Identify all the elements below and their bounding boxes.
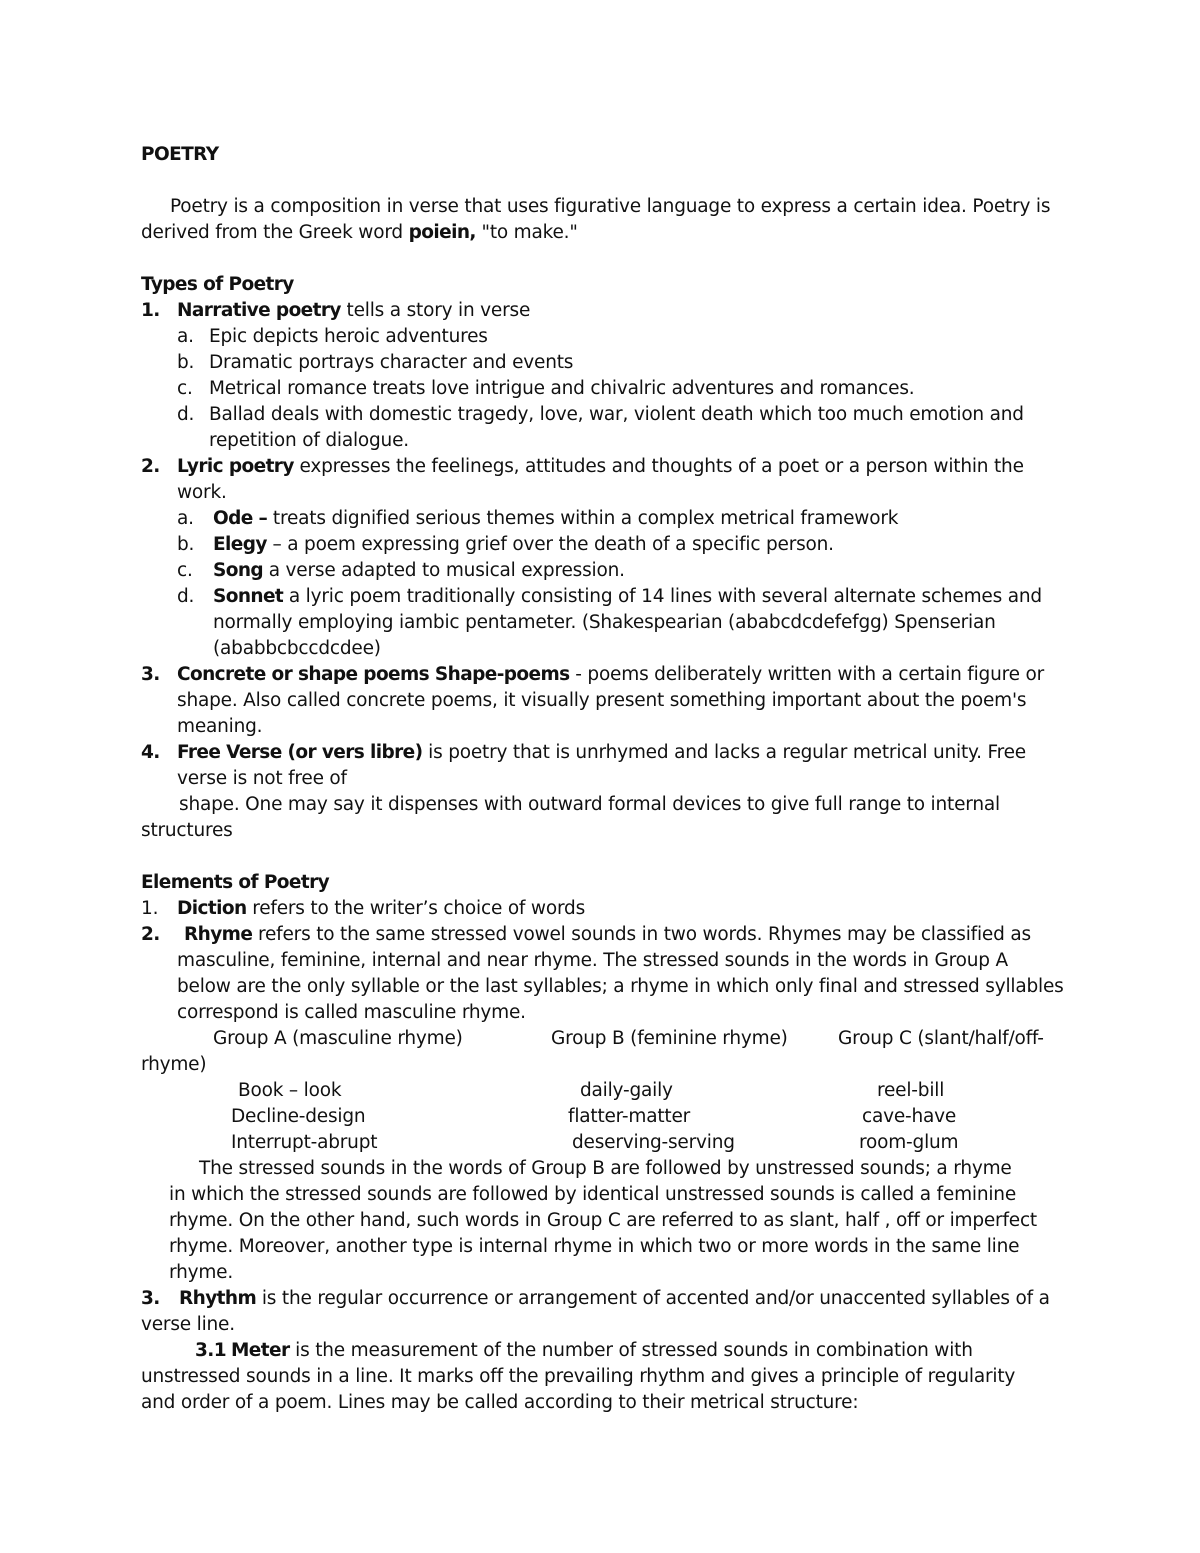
- page-title: POETRY: [141, 144, 219, 165]
- group-c-header-wrap: rhyme): [141, 1054, 207, 1075]
- group-c-header: Group C (slant/half/off-: [838, 1028, 1044, 1049]
- term-poiein: poiein,: [408, 222, 476, 243]
- group-b-cell: flatter-matter: [568, 1106, 691, 1127]
- rhyme-paragraph-4: rhyme. Moreover, another type is internal rhyme in which two or more words in the same line: [169, 1236, 1020, 1257]
- rhyme-paragraph-2: in which the stressed sounds are followed by identical unstressed sounds is called a feminine: [169, 1184, 1017, 1205]
- meter-cont-1: unstressed sounds in a line. It marks off the prevailing rhythm and gives a principle of regularity: [141, 1366, 1016, 1387]
- list-item-lyric-cont: work.: [177, 482, 227, 503]
- group-a-cell: Decline-design: [231, 1106, 366, 1127]
- rhyme-cont-2: below are the only syllable or the last syllables; a rhyme in which only final and stressed syllables: [177, 976, 1064, 997]
- rhyme-paragraph-1: The stressed sounds in the words of Group B are followed by unstressed sounds; a rhyme: [199, 1158, 1012, 1179]
- free-verse-paragraph-1: shape. One may say it dispenses with outward formal devices to give full range to internal: [179, 794, 1000, 815]
- group-a-cell: Book – look: [238, 1080, 342, 1101]
- types-heading: Types of Poetry: [141, 274, 294, 295]
- document-page: POETRY Poetry is a composition in verse that uses figurative language to express a certain idea. Poetry is derived from the Greek word poiein, "to make." Types of Poetry 1. Narrative poetry tells a story in verse a. Epic depicts heroic adventures b. Dramatic portrays character and events c. Metrical romance treats love intrigue and chivalric adventures and romances. d. Ballad deals with domestic tragedy, love, war, violent death which too much emotion and repetition of dialogue. 2. Lyric poetry expresses the feelinegs, attitudes and thoughts of a poet or a person within the work. a. Ode – treats dignified serious themes within a complex metrical framework b. Elegy – a poem expressing grief over the death of a specific person. c. Song a verse adapted to musical expression. d. Sonnet a lyric poem traditionally consisting of 14 lines with several alternate schemes and normally employing iambic pentameter. (Shakespearian (ababcdcdefefgg) Spenserian (ababbcbccdcdee) 3. Concrete or shape poems Shape-poems - poems deliberately written with a certain figure or shape. Also called concrete poems, it visually present something important about the poem's meaning. 4. Free Verse (or vers libre) is poetry that is unrhymed and lacks a regular metrical unity. Free verse is not free of shape. One may say it dispenses with outward formal devices to give full range to internal structures Elements of Poetry 1. Diction refers to the writer’s choice of words 2. Rhyme refers to the same stressed vowel sounds in two words. Rhymes may be classified as masculine, feminine, internal and near rhyme. The stressed sounds in the words in Group A below are the only syllable or the last syllables; a rhyme in which only final and stressed syllables correspond is called masculine rhyme. Group A (masculine rhyme) Group B (feminine rhyme) Group C (slant/half/off- rhyme) Book – look daily-gaily reel-bill Decline-design flatter-matter cave-have Interrupt-abrupt deserving-serving room-glum The stressed sounds in the words of Group B are followed by unstressed sounds; a rhyme in which the stressed sounds are followed by identical unstressed sounds is called a feminine rhyme. On the other hand, such words in Group C are referred to as slant, half , off or imperfect rhyme. Moreover, another type is internal rhyme in which two or more words in the same line rhyme. 3. Rhythm is the regular occurrence or arrangement of accented and/or unaccented syllables of a verse line. 3.1 Meter is the measurement of the number of stressed sounds in combination with unstressed sounds in a line. It marks off the prevailing rhythm and gives a principle of regularity and order of a poem. Lines may be called according to their metrical structure:: [0, 0, 1200, 1553]
- list-item-free-verse-cont-1: verse is not free of: [177, 768, 347, 789]
- list-item-sonnet-cont-2: (ababbcbccdcdee): [213, 638, 381, 659]
- elements-heading: Elements of Poetry: [141, 872, 330, 893]
- group-b-header: Group B (feminine rhyme): [551, 1028, 788, 1049]
- rhyme-paragraph-5: rhyme.: [169, 1262, 234, 1283]
- list-item-sonnet-cont-1: normally employing iambic pentameter. (Shakespearian (ababcdcdefefgg) Spenserian: [213, 612, 996, 633]
- intro-line-2: derived from the Greek word poiein, "to make.": [141, 222, 578, 243]
- group-a-cell: Interrupt-abrupt: [231, 1132, 378, 1153]
- rhyme-cont-1: masculine, feminine, internal and near rhyme. The stressed sounds in the words in Group A: [177, 950, 1008, 971]
- list-item-ballad-cont: repetition of dialogue.: [209, 430, 409, 451]
- intro-line-1: Poetry is a composition in verse that uses figurative language to express a certain idea. Poetry is: [170, 196, 1051, 217]
- list-item-concrete-cont-1: shape. Also called concrete poems, it visually present something important about the poem's: [177, 690, 1027, 711]
- group-b-cell: daily-gaily: [580, 1080, 673, 1101]
- rhythm-cont: verse line.: [141, 1314, 235, 1335]
- free-verse-paragraph-2: structures: [141, 820, 233, 841]
- group-c-cell: room-glum: [859, 1132, 959, 1153]
- rhyme-cont-3: correspond is called masculine rhyme.: [177, 1002, 526, 1023]
- rhyme-paragraph-3: rhyme. On the other hand, such words in Group C are referred to as slant, half , off or imperfect: [169, 1210, 1037, 1231]
- group-a-header: Group A (masculine rhyme): [213, 1028, 463, 1049]
- meter-cont-2: and order of a poem. Lines may be called according to their metrical structure:: [141, 1392, 859, 1413]
- group-b-cell: deserving-serving: [572, 1132, 735, 1153]
- group-c-cell: cave-have: [862, 1106, 957, 1127]
- list-item-concrete-cont-2: meaning.: [177, 716, 263, 737]
- group-c-cell: reel-bill: [877, 1080, 945, 1101]
